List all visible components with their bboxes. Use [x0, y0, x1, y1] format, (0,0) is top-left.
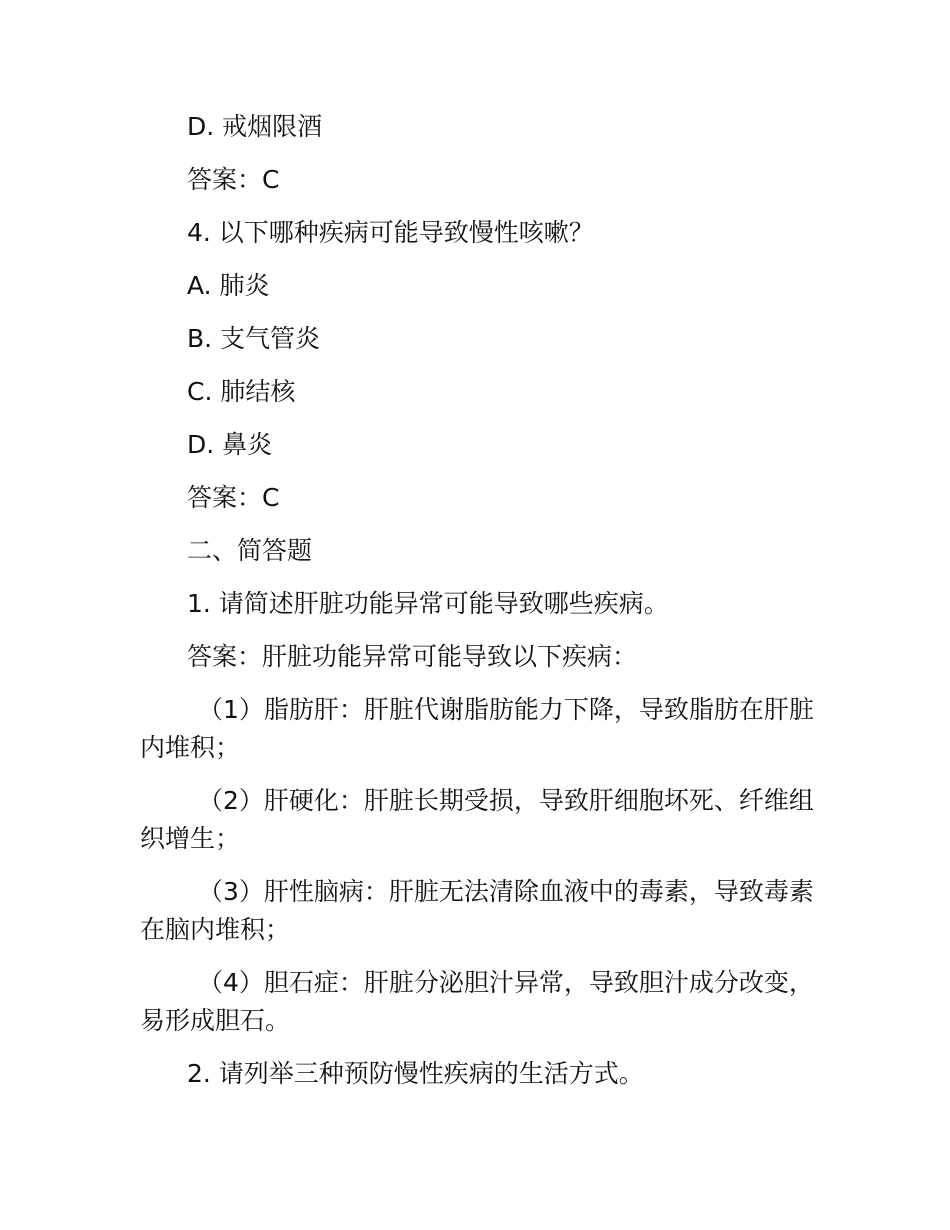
q4-stem: 4. 以下哪种疾病可能导致慢性咳嗽？	[187, 218, 594, 247]
short-q1-item-4	[140, 964, 814, 1040]
short-q1-item-4-line1: （4）胆石症：肝脏分泌胆汁异常，导致胆汁成分改变，	[198, 968, 814, 997]
short-q1-item-1-line2: 内堆积；	[140, 733, 241, 762]
short-q1-stem: 1. 请简述肝脏功能异常可能导致哪些疾病。	[187, 589, 669, 618]
q4-option-d: D. 鼻炎	[187, 430, 273, 459]
short-q1-item-2-line2: 织增生；	[140, 824, 241, 853]
q3-answer: 答案：C	[187, 165, 280, 194]
q4-option-a: A. 肺炎	[187, 271, 270, 300]
short-q1-answer-intro: 答案：肝脏功能异常可能导致以下疾病：	[187, 642, 638, 671]
short-q1-item-3	[140, 873, 814, 949]
short-q2-stem: 2. 请列举三种预防慢性疾病的生活方式。	[187, 1059, 644, 1088]
short-q1-item-3-line2: 在脑内堆积；	[140, 915, 291, 944]
short-q1-item-3-line1: （3）肝性脑病：肝脏无法清除血液中的毒素，导致毒素	[198, 877, 814, 906]
short-q1-item-1	[140, 691, 814, 767]
q4-option-c: C. 肺结核	[187, 377, 296, 406]
short-q1-item-4-line2: 易形成胆石。	[140, 1006, 291, 1035]
section2-heading: 二、简答题	[187, 536, 313, 565]
short-q1-item-1-line1: （1）脂肪肝：肝脏代谢脂肪能力下降，导致脂肪在肝脏	[198, 695, 814, 724]
q4-answer: 答案：C	[187, 483, 280, 512]
page-content	[140, 108, 814, 1108]
short-q1-item-2-line1: （2）肝硬化：肝脏长期受损，导致肝细胞坏死、纤维组	[198, 786, 814, 815]
q4-option-b: B. 支气管炎	[187, 324, 321, 353]
short-q1-item-2	[140, 782, 814, 858]
q3-option-d: D. 戒烟限酒	[187, 112, 323, 141]
